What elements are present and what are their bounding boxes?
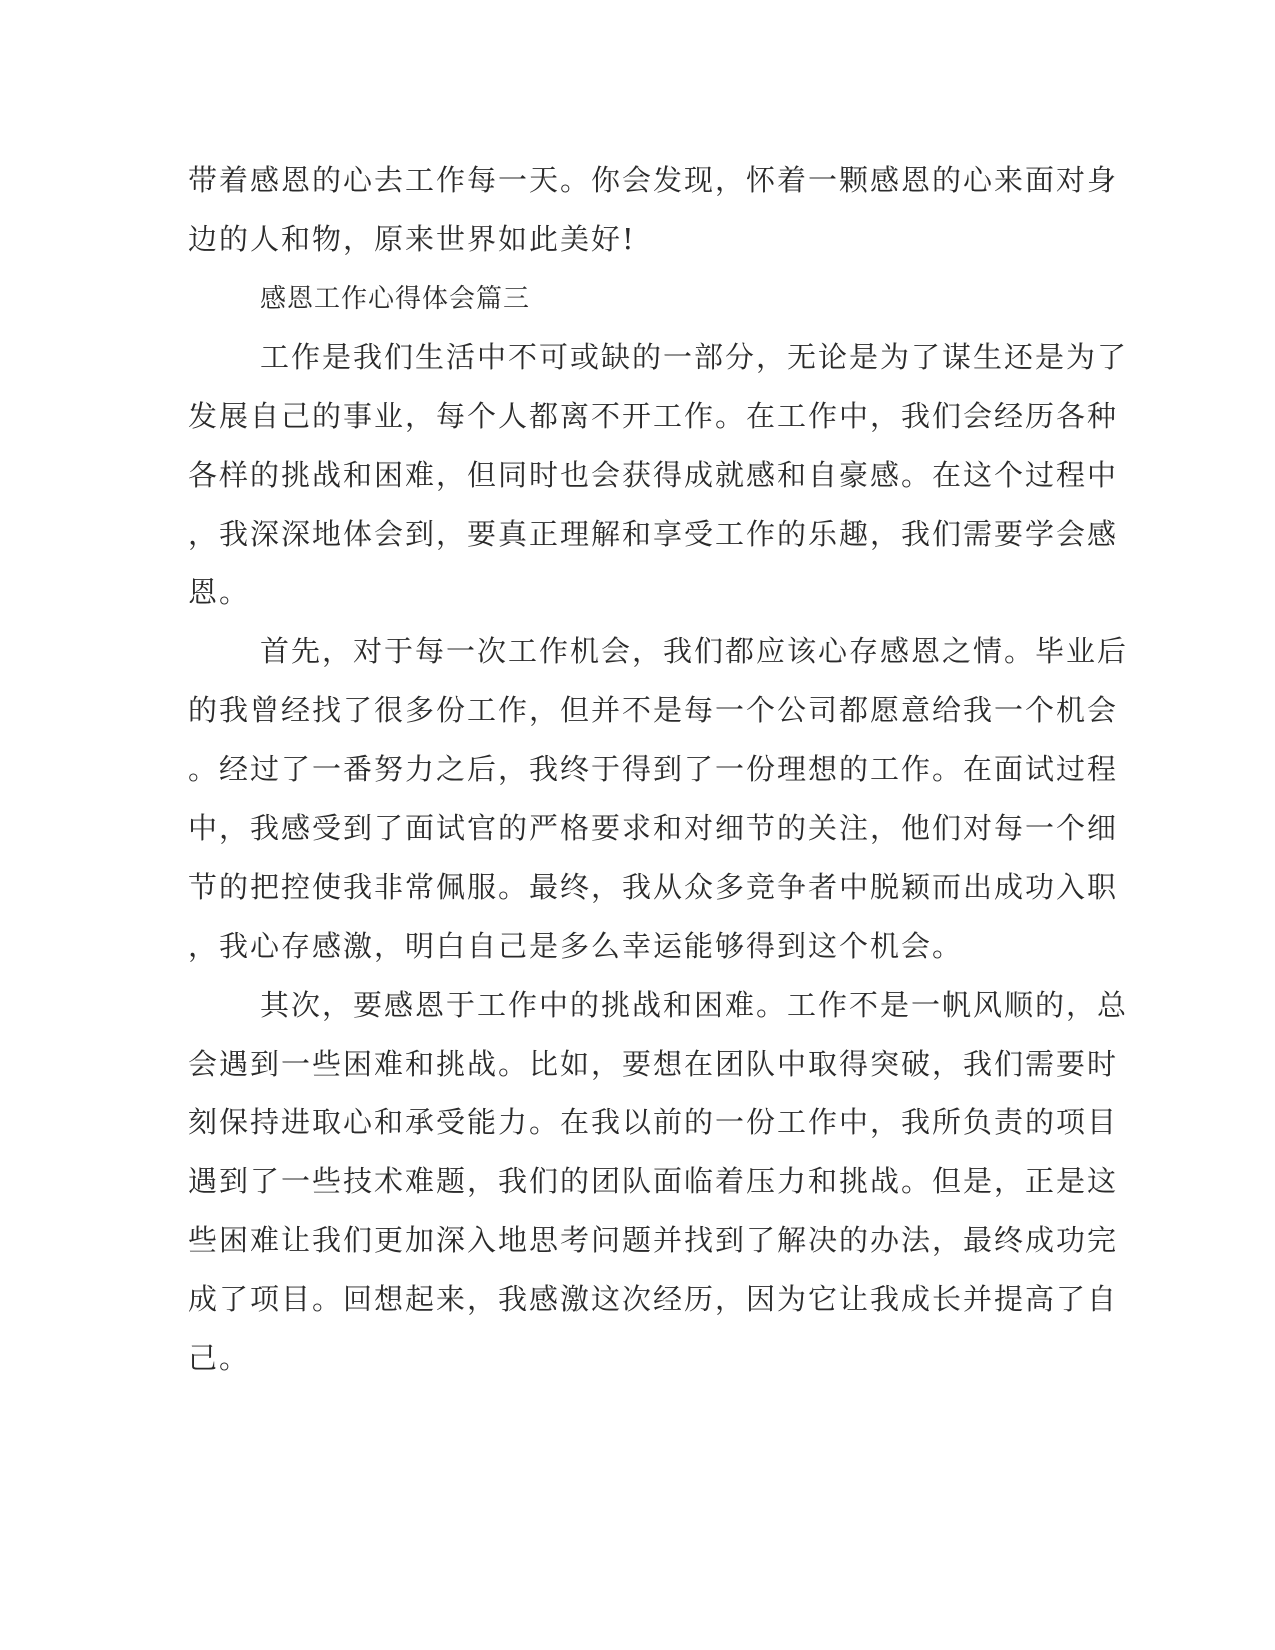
paragraph-line: 成了项目。回想起来，我感激这次经历，因为它让我成长并提高了自 [188, 1282, 1119, 1316]
paragraph-line: 中，我感受到了面试官的严格要求和对细节的关注，他们对每一个细 [188, 811, 1119, 845]
paragraph-line: 。经过了一番努力之后，我终于得到了一份理想的工作。在面试过程 [188, 752, 1119, 786]
paragraph-line: 工作是我们生活中不可或缺的一部分，无论是为了谋生还是为了 [260, 340, 1129, 374]
paragraph-line: 恩。 [188, 575, 251, 609]
paragraph-line: 些困难让我们更加深入地思考问题并找到了解决的办法，最终成功完 [188, 1223, 1119, 1257]
section-title: 感恩工作心得体会篇三 [260, 284, 531, 314]
paragraph-line: 首先，对于每一次工作机会，我们都应该心存感恩之情。毕业后 [260, 634, 1129, 668]
paragraph-line: 己。 [188, 1341, 251, 1375]
paragraph-line: 发展自己的事业，每个人都离不开工作。在工作中，我们会经历各种 [188, 399, 1119, 433]
continuation-line: 边的人和物，原来世界如此美好! [188, 222, 636, 256]
paragraph-line: 遇到了一些技术难题，我们的团队面临着压力和挑战。但是，正是这 [188, 1164, 1119, 1198]
paragraph-line: 会遇到一些困难和挑战。比如，要想在团队中取得突破，我们需要时 [188, 1047, 1119, 1081]
paragraph-line: 的我曾经找了很多份工作，但并不是每一个公司都愿意给我一个机会 [188, 693, 1119, 727]
paragraph-line: 刻保持进取心和承受能力。在我以前的一份工作中，我所负责的项目 [188, 1105, 1119, 1139]
paragraph-line: 节的把控使我非常佩服。最终，我从众多竞争者中脱颖而出成功入职 [188, 870, 1119, 904]
continuation-line: 带着感恩的心去工作每一天。你会发现，怀着一颗感恩的心来面对身 [188, 163, 1119, 197]
paragraph-line: ，我心存感激，明白自己是多么幸运能够得到这个机会。 [188, 929, 964, 963]
paragraph-line: 其次，要感恩于工作中的挑战和困难。工作不是一帆风顺的，总 [260, 988, 1129, 1022]
paragraph-line: 各样的挑战和困难，但同时也会获得成就感和自豪感。在这个过程中 [188, 458, 1119, 492]
paragraph-line: ，我深深地体会到，要真正理解和享受工作的乐趣，我们需要学会感 [188, 517, 1119, 551]
